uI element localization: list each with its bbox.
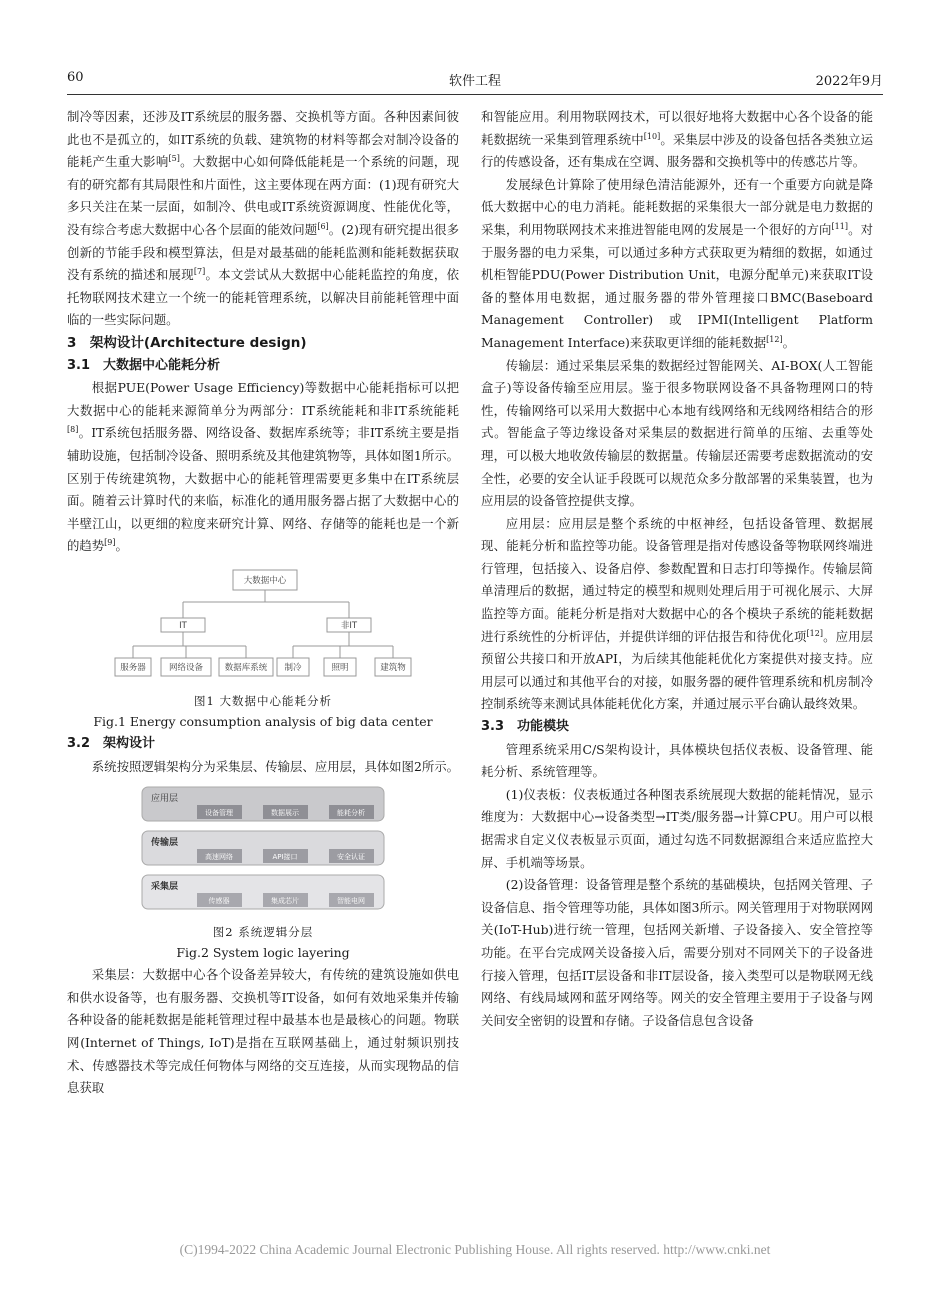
layer-item: 高速网络 [205,852,233,861]
figure-1 [113,566,413,692]
leaf-label: 网络设备 [168,662,204,673]
figure-2-caption-cn: 图2 系统逻辑分层 [212,925,314,940]
citation[interactable]: [9] [104,538,116,548]
node-root-label: 大数据中心 [243,575,287,586]
citation[interactable]: [12] [766,334,783,344]
leaf-label: 照明 [331,662,349,673]
leaf-label: 数据库系统 [224,662,268,673]
paragraph: 采集层：大数据中心各个设备差异较大，有传统的建筑设施如供电和供水设备等，也有服务器、交换机等IT设备，如何有效地采集并传输各种设备的能耗数据是能耗管理过程中最基本也是最核心的问题。物联网(Internet of Things, IoT)是指在互联网基础上，通过射频识别技术、传感器技术等完成任何物体与网络的交互连接，从而实现物品的信息获取 [67,967,459,1096]
header-rule [67,94,883,95]
energy-tree-diagram [113,566,413,684]
layer-item: API接口 [272,852,298,861]
leaf-label: 建筑物 [380,662,406,673]
layer-band [142,787,384,821]
node-nonit-label: 非IT [340,620,358,631]
paragraph: (1)仪表板：仪表板通过各种图表系统展现大数据的能耗情况，显示维度为：大数据中心→设备类型→IT类/服务器→计算CPU。用户可以根据需求自定义仪表板显示页面，通过勾选不同数据源组合来适应监控大屏、手机端等场景。 [481,786,873,870]
paragraph: 传输层：通过采集层采集的数据经过智能网关、AI-BOX(人工智能盒子)等设备传输至应用层。鉴于很多物联网设备不具备物理网口的特性，传输网络可以采用大数据中心本地有线网络和无线网络相结合的形式。智能盒子等边缘设备对采集层的数据进行简单的压缩、去重等处理，可以极大地收敛传输层的数据量。传输层还需要考虑数据流动的安全性，必要的安全认证手段既可以规范众多分散部署的采集装置，也为应用层的设备管控提供支撑。 [481,357,873,509]
subsection-heading: 3.2 架构设计 [67,736,156,752]
leaf-label: 制冷 [284,662,302,673]
right-column [481,106,873,1032]
citation[interactable]: [6] [317,221,329,231]
layer-name: 应用层 [151,793,179,804]
section-heading: 3 架构设计(Architecture design) [67,334,307,351]
paragraph: (2)设备管理：设备管理是整个系统的基础模块，包括网关管理、子设备信息、指令管理等功能，具体如图3所示。网关管理用于对物联网网关(IoT-Hub)进行统一管理，包括网关新增、子设备接入、安全管控等功能。在平台完成网关设备接入后，需要分别对不同网关下的子设备进行接入管理，包括IT层设备和非IT层设备，接入类型可以是物联网无线网络、有线局域网和蓝牙网络等。网关的安全管理主要用于子设备与网关间安全密钥的设置和存储。子设备信息包含设备 [481,877,873,1028]
layer-band [142,875,384,909]
layer-item: 智能电网 [337,896,365,905]
paragraph: 和智能应用。利用物联网技术，可以很好地将大数据中心各个设备的能耗数据统一采集到管理系统中[10]。采集层中涉及的设备包括各类独立运行的传感设备，还有集成在空调、服务器和交换机等中的传感芯片等。 [481,109,874,170]
page-header [67,70,883,90]
citation[interactable]: [8] [67,425,79,435]
paragraph: 系统按照逻辑架构分为采集层、传输层、应用层，具体如图2所示。 [91,759,460,775]
layer-item: 集成芯片 [271,896,299,905]
citation[interactable]: [10] [643,131,661,141]
paragraph: 应用层：应用层是整个系统的中枢神经，包括设备管理、数据展现、能耗分析和监控等功能。设备管理是指对传感设备等物联网终端进行管理，包括接入、设备启停、参数配置和日志打印等操作。传输层简单清理后的数据，通过特定的模型和规则处理后用于可视化展示、大屏监控等方面。能耗分析是指对大数据中心的各个模块子系统的能耗数据进行系统性的分析评估，并提供详细的评估报告和待优化项[12]。应用层预留公共接口和开放API，为后续其他能耗优化方案提供对接支持。应用层可以通过和其他平台的对接，如服务器的硬件管理系统和机房制冷控制系统等来测试具体能耗优化方案，并通过展示平台确认最终效果。 [481,515,874,712]
figure-1-caption-en: Fig.1 Energy consumption analysis of big data center [93,714,433,730]
figure-1-caption-cn: 图1 大数据中心能耗分析 [194,694,332,709]
layer-item: 传感器 [208,896,230,905]
figure-2 [141,785,385,923]
citation[interactable]: [5] [168,154,180,164]
leaf-label: 服务器 [120,662,146,673]
paragraph: 管理系统采用C/S架构设计，具体模块包括仪表板、设备管理、能耗分析、系统管理等。 [481,741,873,780]
layer-band [142,831,384,865]
paragraph: 根据PUE(Power Usage Efficiency)等数据中心能耗指标可以把大数据中心的能耗来源简单分为两部分：IT系统能耗和非IT系统能耗[8]。IT系统包括服务器、网络设备、数据库系统等；非IT系统主要是指辅助设施，包括制冷设备、照明系统及其他建筑物等，具体如图1所示。区别于传统建筑物，大数据中心的能耗管理需要更多集中在IT系统层面。随着云计算时代的来临，标准化的通用服务器占据了大数据中心的半壁江山，以更细的粒度来研究计算、网络、存储等的能耗也是一个新的趋势[9]。 [67,380,459,554]
citation[interactable]: [12] [806,628,823,638]
subsection-heading: 3.1 大数据中心能耗分析 [67,357,221,373]
journal-name: 软件工程 [448,74,501,89]
node-it-label: IT [179,620,187,631]
issue-date: 2022年9月 [815,74,883,89]
copyright-footer: (C)1994-2022 China Academic Journal Electronic Publishing House. All rights reserved. http://www.cnki.net [179,1242,771,1257]
citation[interactable]: [11] [831,221,848,231]
subsection-heading: 3.3 功能模块 [481,719,570,735]
layer-item: 设备管理 [205,808,233,817]
citation[interactable]: [7] [193,267,206,277]
layer-item: 数据展示 [271,808,299,817]
page-number: 60 [67,70,84,85]
paragraph: 制冷等因素，还涉及IT系统层的服务器、交换机等方面。各种因素间彼此也不是孤立的，如IT系统的负载、建筑物的材料等都会对制冷设备的能耗产生重大影响[5]。大数据中心如何降低能耗是一个系统的问题，现有的研究都有其局限性和片面性，这主要体现在两方面：(1)现有研究大多只关注在某一层面，如制冷、供电或IT系统资源调度、性能优化等，没有综合考虑大数据中心各个层面的能效问题[6]。(2)现有研究提出很多创新的节能手段和模型算法，但是对最基础的能耗监测和能耗数据获取没有系统的描述和展现[7]。本文尝试从大数据中心能耗监控的角度，依托物联网技术建立一个统一的能耗管理系统，以解决目前能耗管理中面临的一些实际问题。 [67,109,460,328]
left-column [67,106,459,1100]
logic-layer-diagram [141,785,385,915]
paragraph: 发展绿色计算除了使用绿色清洁能源外，还有一个重要方向就是降低大数据中心的电力消耗。能耗数据的采集很大一部分就是电力数据的采集，利用物联网技术来推进智能电网的发展是一个很好的方向[11]。对于服务器的电力采集，可以通过多种方式获取更为精细的数据，如通过机柜智能PDU(Power Distribution Unit，电源分配单元)来获取IT设备的整体用电数据，通过服务器的带外管理接口BMC(Baseboard Management Controller)或IPMI(Intelligent Platform Management Interface)来获取更详细的能耗数据[12]。 [481,176,874,350]
figure-2-caption-en: Fig.2 System logic layering [176,945,350,961]
layer-item: 能耗分析 [337,808,365,817]
layer-item: 安全认证 [337,852,365,861]
layer-name: 传输层 [151,837,179,848]
layer-name: 采集层 [151,881,179,892]
